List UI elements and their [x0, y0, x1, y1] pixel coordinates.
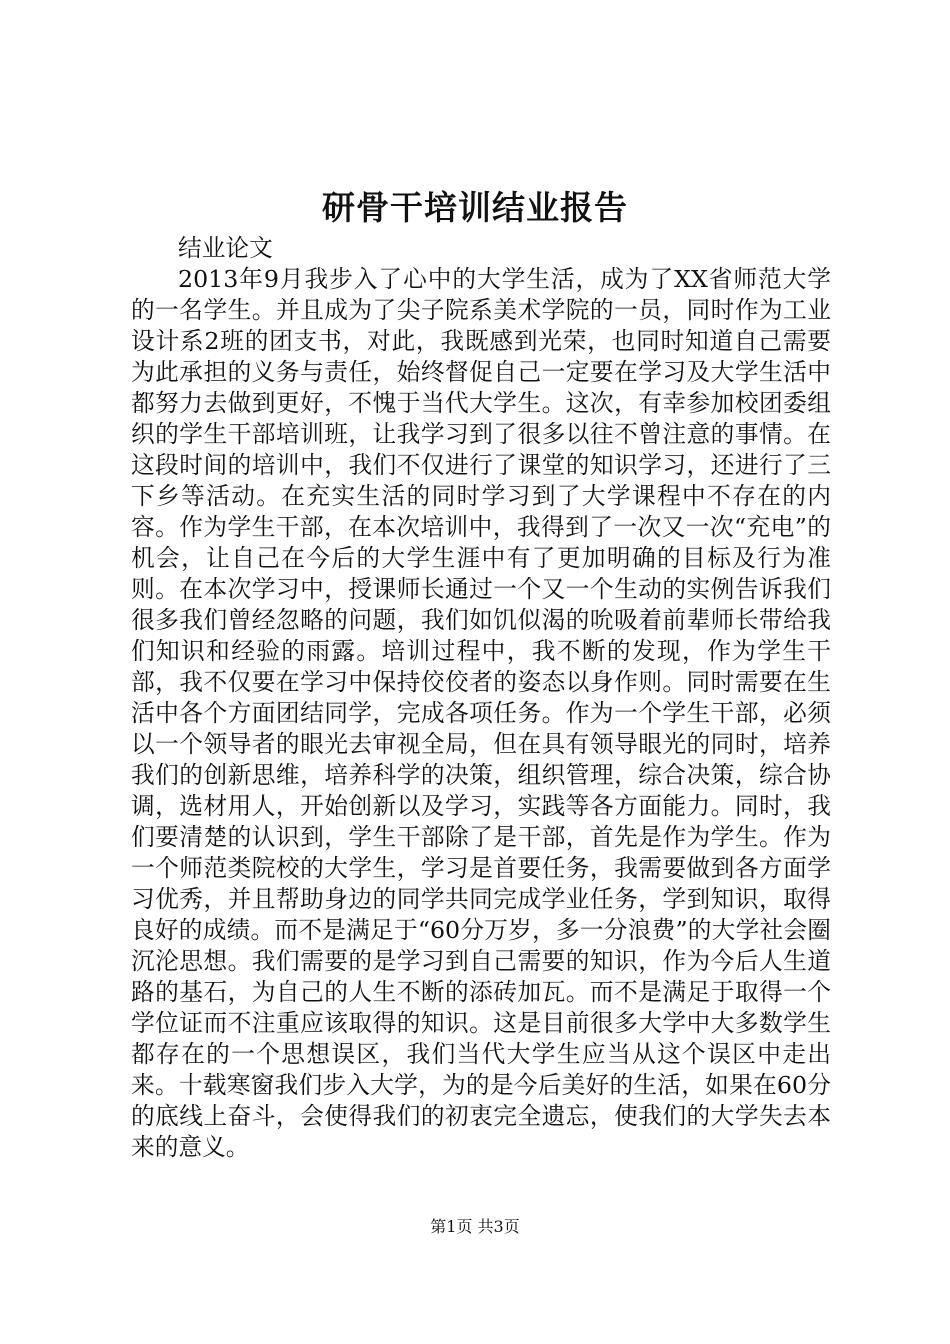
- document-subtitle: 结业论文: [178, 234, 273, 262]
- page-number-footer: 第1页 共3页: [430, 1217, 520, 1236]
- document-content: [131, 233, 831, 1163]
- document-body-paragraph: 2013年9月我步入了心中的大学生活，成为了XX省师范大学的一名学生。并且成为了尖子院系美术学院的一员，同时作为工业设计系2班的团支书，对此，我既感到光荣，也同时知道自己需要为此承担的义务与责任，始终督促自己一定要在学习及大学生活中都努力去做到更好，不愧于当代大学生。这次，有幸参加校团委组织的学生干部培训班，让我学习到了很多以往不曾注意的事情。在这段时间的培训中，我们不仅进行了课堂的知识学习，还进行了三下乡等活动。在充实生活的同时学习到了大学课程中不存在的内容。作为学生干部，在本次培训中，我得到了一次又一次“充电”的机会，让自己在今后的大学生涯中有了更加明确的目标及行为准则。在本次学习中，授课师长通过一个又一个生动的实例告诉我们很多我们曾经忽略的问题，我们如饥似渴的吮吸着前辈师长带给我们知识和经验的雨露。培训过程中，我不断的发现，作为学生干部，我不仅要在学习中保持佼佼者的姿态以身作则。同时需要在生活中各个方面团结同学，完成各项任务。作为一个学生干部，必须以一个领导者的眼光去审视全局，但在具有领导眼光的同时，培养我们的创新思维，培养科学的决策，组织管理，综合决策，综合协调，选材用人，开始创新以及学习，实践等各方面能力。同时，我们要清楚的认识到，学生干部除了是干部，首先是作为学生。作为一个师范类院校的大学生，学习是首要任务，我需要做到各方面学习优秀，并且帮助身边的同学共同完成学业任务，学到知识，取得良好的成绩。而不是满足于“60分万岁，多一分浪费”的大学社会圈沉沦思想。我们需要的是学习到自己需要的知识，作为今后人生道路的基石，为自己的人生不断的添砖加瓦。而不是满足于取得一个学位证而不注重应该取得的知识。这是目前很多大学中大多数学生都存在的一个思想误区，我们当代大学生应当从这个误区中走出来。十载寒窗我们步入大学，为的是今后美好的生活，如果在60分的底线上奋斗，会使得我们的初衷完全遗忘，使我们的大学失去本来的意义。: [131, 265, 831, 1161]
- document-title: 研骨干培训结业报告: [322, 188, 628, 227]
